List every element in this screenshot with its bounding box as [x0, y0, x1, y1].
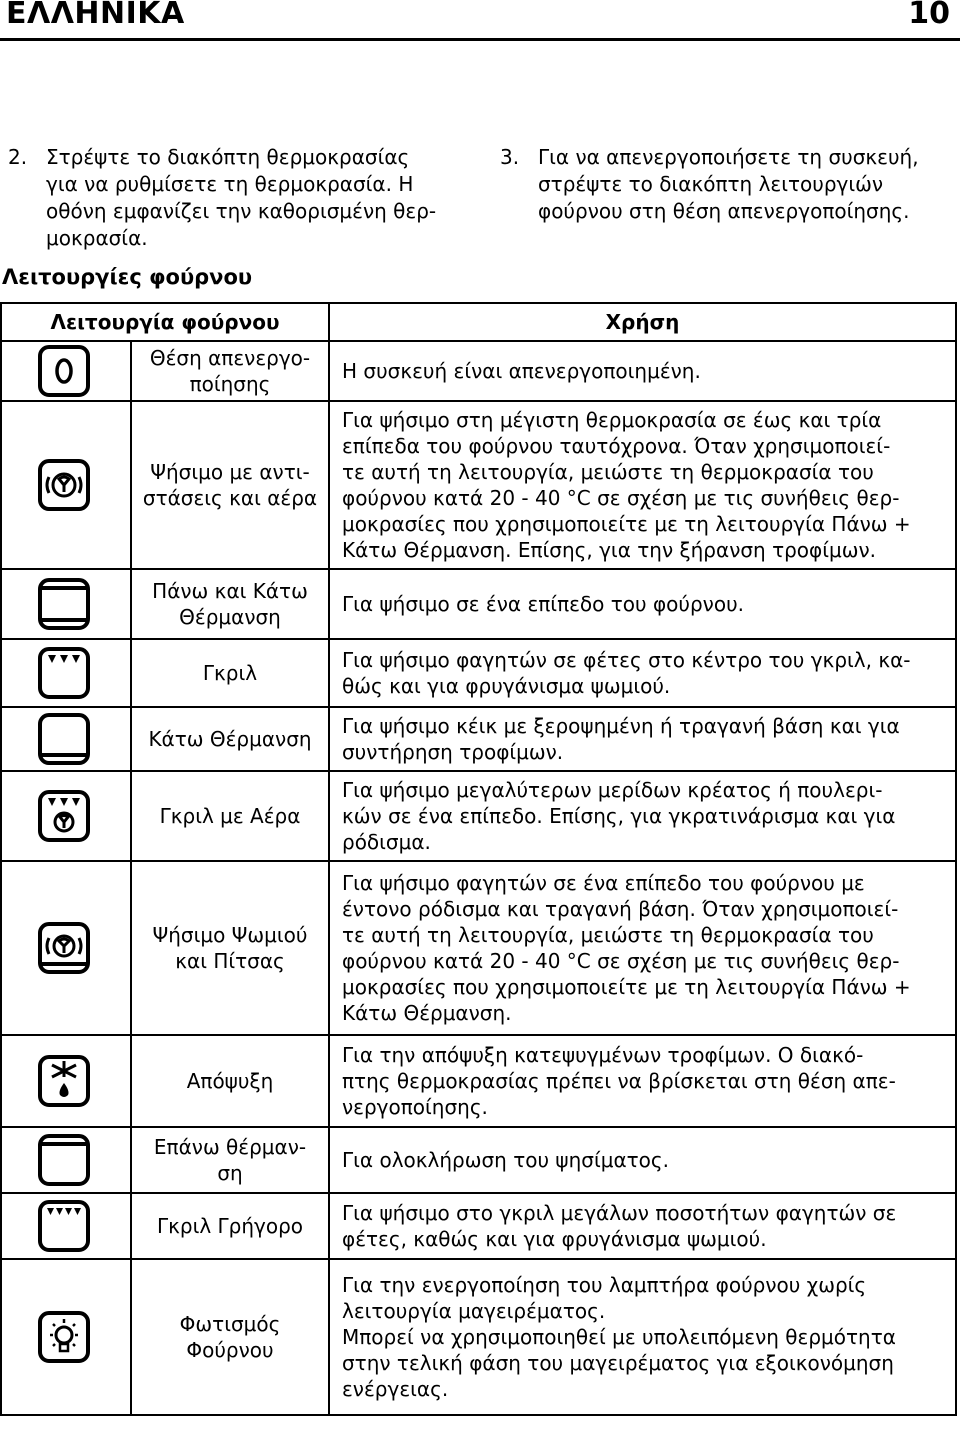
- function-name: Ψήσιμο με αντι- στάσεις και αέρα: [131, 401, 329, 569]
- step-2: [8, 144, 448, 254]
- top-heat-icon: [34, 1134, 94, 1186]
- header-usage: Χρήση: [329, 303, 956, 341]
- function-usage: Για ολοκλήρωση του ψησίματος.: [329, 1127, 956, 1193]
- bottom-heat-icon: [34, 713, 94, 765]
- section-title: Λειτουργίες φούρνου: [2, 265, 253, 289]
- function-name: Γκριλ: [131, 639, 329, 707]
- table-row: [1, 569, 956, 639]
- table-row: [1, 1259, 956, 1415]
- function-name: Απόψυξη: [131, 1035, 329, 1127]
- icon-cell: [1, 569, 131, 639]
- top-bottom-heat-icon: [34, 578, 94, 630]
- header-divider: [0, 38, 960, 41]
- function-usage: Για ψήσιμο σε ένα επίπεδο του φούρνου.: [329, 569, 956, 639]
- function-usage: Για ψήσιμο φαγητών σε φέτες στο κέντρο του γκριλ, κα- θώς και για φρυγάνισμα ψωμιού.: [329, 639, 956, 707]
- function-name: Γκριλ Γρήγορο: [131, 1193, 329, 1259]
- icon-cell: [1, 1259, 131, 1415]
- step-text: Για να απενεργοποιήσετε τη συσκευή, στρέψτε το διακόπτη λειτουργιών φούρνου στη θέση απενεργοποίησης.: [538, 145, 919, 223]
- icon-cell: [1, 771, 131, 861]
- function-name: Επάνω θέρμαν- ση: [131, 1127, 329, 1193]
- icon-cell: [1, 707, 131, 771]
- function-name: Γκριλ με Αέρα: [131, 771, 329, 861]
- fan-heating-icon: [34, 459, 94, 511]
- icon-cell: [1, 401, 131, 569]
- function-usage: Για την ενεργοποίηση του λαμπτήρα φούρνου χωρίς λειτουργία μαγειρέματος. Μπορεί να χρησιμοποιηθεί με υπολειπόμενη θερμότητα στην τελική φάση του μαγειρέματος για εξοικονόμηση ενέργειας.: [329, 1259, 956, 1415]
- pizza-fan-icon: [34, 922, 94, 974]
- function-name: Κάτω Θέρμανση: [131, 707, 329, 771]
- step-text: Στρέψτε το διακόπτη θερμοκρασίας για να ρυθμίσετε τη θερμοκρασία. Η οθόνη εμφανίζει την καθορισμένη θερ- μοκρασία.: [46, 145, 437, 250]
- function-name: Φωτισμός Φούρνου: [131, 1259, 329, 1415]
- grill-fan-icon: [34, 790, 94, 842]
- function-name: Πάνω και Κάτω Θέρμανση: [131, 569, 329, 639]
- function-usage: Για ψήσιμο φαγητών σε ένα επίπεδο του φούρνου με έντονο ρόδισμα και τραγανή βάση. Όταν χρησιμοποιεί- τε αυτή τη λειτουργία, μειώστε τη θερμοκρασία του φούρνου κατά 20 - 40 °C σε σχέση με τις συνήθεις θερ- μοκρασίες που χρησιμοποιείτε με τη λειτουργία Πάνω + Κάτω Θέρμανση.: [329, 861, 956, 1035]
- function-usage: Για την απόψυξη κατεψυγμένων τροφίμων. Ο διακό- πτης θερμοκρασίας πρέπει να βρίσκεται στη θέση απε- νεργοποίησης.: [329, 1035, 956, 1127]
- table-row: [1, 861, 956, 1035]
- table-row: [1, 401, 956, 569]
- icon-cell: [1, 341, 131, 401]
- function-name: Θέση απενεργο- ποίησης: [131, 341, 329, 401]
- step-3: [500, 144, 950, 234]
- table-header-row: [1, 303, 956, 341]
- function-usage: Για ψήσιμο μεγαλύτερων μερίδων κρέατος ή πουλερι- κών σε ένα επίπεδο. Επίσης, για γκρατινάρισμα και για ρόδισμα.: [329, 771, 956, 861]
- table-row: [1, 1035, 956, 1127]
- icon-cell: [1, 639, 131, 707]
- table-row: [1, 1193, 956, 1259]
- function-usage: Για ψήσιμο στη μέγιστη θερμοκρασία σε έως και τρία επίπεδα του φούρνου ταυτόχρονα. Όταν χρησιμοποιεί- τε αυτή τη λειτουργία, μειώστε τη θερμοκρασία του φούρνου κατά 20 - 40 °C σε σχέση με τις συνήθεις θερ- μοκρασίες που χρησιμοποιείτε με τη λειτουργία Πάνω + Κάτω Θέρμανση. Επίσης, για την ξήρανση τροφίμων.: [329, 401, 956, 569]
- grill-icon: [34, 647, 94, 699]
- table-row: [1, 341, 956, 401]
- header-function: Λειτουργία φούρνου: [1, 303, 329, 341]
- oven-light-icon: [34, 1311, 94, 1363]
- icon-cell: [1, 1127, 131, 1193]
- function-usage: Για ψήσιμο κέικ με ξεροψημένη ή τραγανή βάση και για συντήρηση τροφίμων.: [329, 707, 956, 771]
- page-number: 10: [908, 0, 950, 31]
- step-number: 3.: [500, 145, 520, 169]
- table-row: [1, 707, 956, 771]
- table-row: [1, 639, 956, 707]
- fast-grill-icon: [34, 1200, 94, 1252]
- table-row: [1, 1127, 956, 1193]
- function-name: Ψήσιμο Ψωμιού και Πίτσας: [131, 861, 329, 1035]
- page-header: [0, 0, 960, 36]
- icon-cell: [1, 1035, 131, 1127]
- icon-cell: [1, 861, 131, 1035]
- function-usage: Η συσκευή είναι απενεργοποιημένη.: [329, 341, 956, 401]
- function-usage: Για ψήσιμο στο γκριλ μεγάλων ποσοτήτων φαγητών σε φέτες, καθώς και για φρυγάνισμα ψωμιού.: [329, 1193, 956, 1259]
- language-title: ΕΛΛΗΝΙΚΑ: [6, 0, 185, 31]
- step-number: 2.: [8, 145, 28, 169]
- off-position-icon: [34, 345, 94, 397]
- defrost-icon: [34, 1055, 94, 1107]
- table-row: [1, 771, 956, 861]
- icon-cell: [1, 1193, 131, 1259]
- oven-functions-table: [0, 302, 957, 1416]
